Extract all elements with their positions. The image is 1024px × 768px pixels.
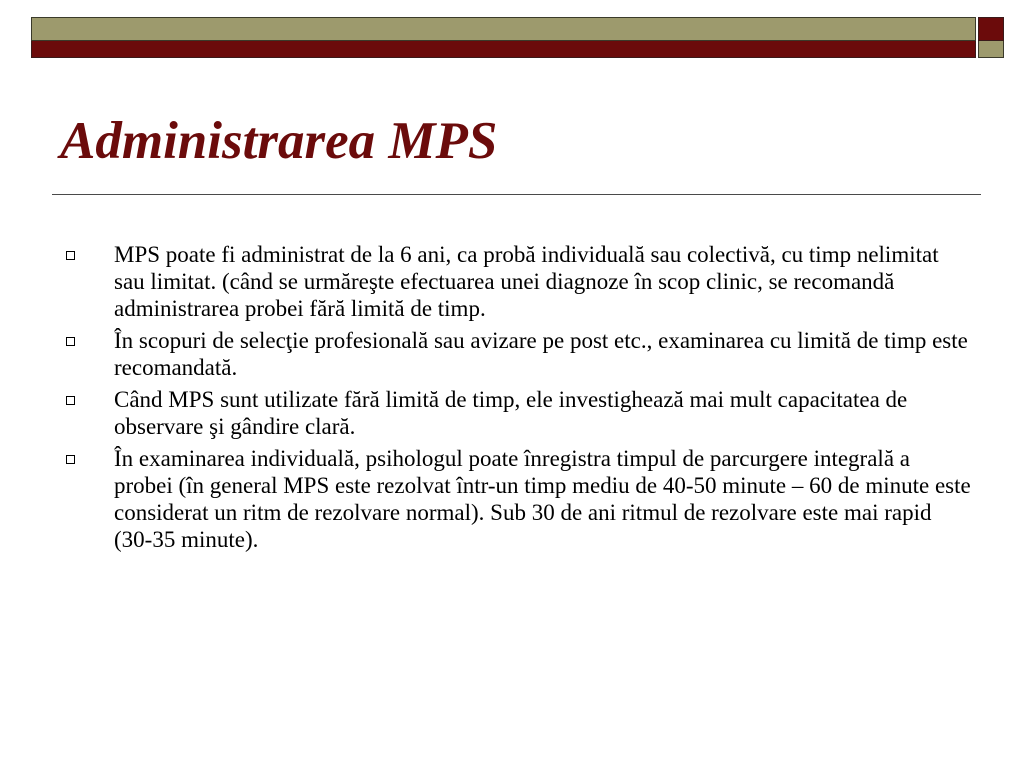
bullet-text: MPS poate fi administrat de la 6 ani, ca probă individuală sau colectivă, cu timp nelimitat sau limitat. (când se urmăreşte efectuarea unei diagnoze în scop clinic, se recomandă administrarea probei fără limită de timp.	[114, 242, 939, 321]
hollow-square-bullet-icon	[66, 455, 75, 464]
hollow-square-bullet-icon	[66, 337, 75, 346]
bullet-item	[62, 241, 972, 322]
bullet-text: În scopuri de selecţie profesională sau avizare pe post etc., examinarea cu limită de timp este recomandată.	[114, 328, 968, 380]
hollow-square-bullet-icon	[66, 251, 75, 260]
header-banner-maroon-stripe	[31, 41, 976, 58]
header-corner-block-lower	[978, 41, 1004, 58]
hollow-square-bullet-icon	[66, 396, 75, 405]
bullet-item	[62, 445, 972, 553]
title-divider	[52, 194, 981, 195]
bullet-item	[62, 386, 972, 440]
bullet-list	[62, 241, 972, 558]
bullet-text: În examinarea individuală, psihologul poate înregistra timpul de parcurgere integrală a probei (în general MPS este rezolvat într-un timp mediu de 40-50 minute – 60 de minute este considerat un ritm de rezolvare normal). Sub 30 de ani ritmul de rezolvare este mai rapid (30-35 minute).	[114, 446, 971, 552]
bullet-item	[62, 327, 972, 381]
header-corner-block	[978, 17, 1004, 41]
header-banner-olive-stripe	[31, 17, 976, 41]
slide-title: Administrarea MPS	[60, 112, 498, 170]
bullet-text: Când MPS sunt utilizate fără limită de timp, ele investighează mai mult capacitatea de observare şi gândire clară.	[114, 387, 908, 439]
